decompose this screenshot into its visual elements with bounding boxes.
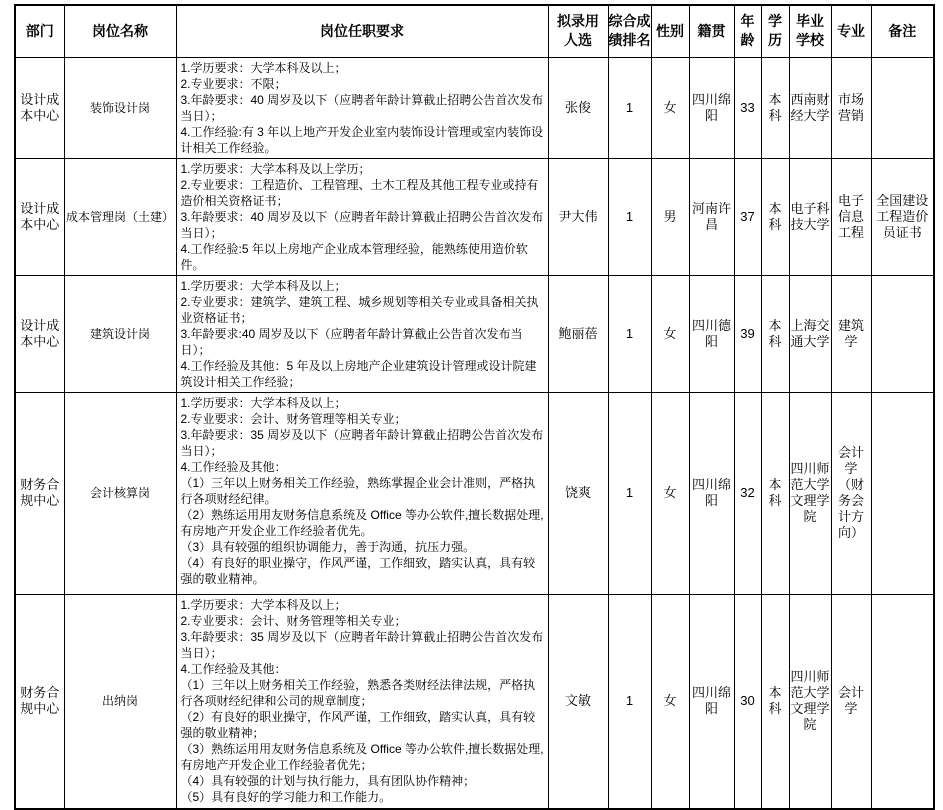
cell-school: 四川师范大学文理学院 [789,594,831,809]
cell-dept: 财务合规中心 [15,594,64,809]
table-row [15,392,934,594]
cell-candidate: 文敏 [548,594,608,809]
cell-dept: 财务合规中心 [15,392,64,594]
cell-major: 电子信息工程 [831,158,871,275]
cell-education: 本科 [761,275,789,392]
cell-hometown: 四川德阳 [689,275,734,392]
header-candidate: 拟录用 人选 [548,5,608,57]
cell-dept: 设计成本中心 [15,158,64,275]
cell-position: 成本管理岗（土建） [64,158,176,275]
recruitment-result-table [14,4,935,810]
cell-requirements: 1.学历要求：大学本科及以上学历； 2.专业要求：工程造价、工程管理、土木工程及其他工程专业或持有造价相关资格证书； 3.年龄要求：40 周岁及以下（应聘者年龄计算截止招聘公告首次发布当日）； 4.工作经验:5 年以上房地产企业成本管理经验，能熟练使用造价软件。 [176,158,548,275]
header-hometown: 籍贯 [689,5,734,57]
table-row [15,57,934,158]
header-row [15,5,934,57]
cell-position: 建筑设计岗 [64,275,176,392]
cell-major: 会计学 [831,594,871,809]
cell-requirements: 1.学历要求：大学本科及以上； 2.专业要求：会计、财务管理等相关专业； 3.年龄要求：35 周岁及以下（应聘者年龄计算截止招聘公告首次发布当日）； 4.工作经验及其他： （1）三年以上财务相关工作经验，熟悉各类财经法律法规，严格执行各项财经纪律和公司的规章制度； （2）有良好的职业操守，作风严谨，工作细致，踏实认真，具有较强的敬业精神； （3）熟练运用用友财务信息系统及 Office 等办公软件,擅长数据处理,有房地产开发企业工作经验者优先； （4）具有较强的计划与执行能力，具有团队协作精神； （5）具有良好的学习能力和工作能力。 [176,594,548,809]
cell-hometown: 四川绵阳 [689,57,734,158]
cell-major: 市场营销 [831,57,871,158]
header-education: 学 历 [761,5,789,57]
cell-candidate: 鲍丽蓓 [548,275,608,392]
cell-age: 33 [734,57,761,158]
cell-note [871,57,934,158]
cell-position: 装饰设计岗 [64,57,176,158]
table-row [15,158,934,275]
cell-candidate: 尹大伟 [548,158,608,275]
recruitment-table-sheet [14,4,935,810]
cell-gender: 女 [651,594,689,809]
cell-candidate: 张俊 [548,57,608,158]
cell-dept: 设计成本中心 [15,57,64,158]
cell-position: 会计核算岗 [64,392,176,594]
cell-major: 会计学（财务会计方向） [831,392,871,594]
cell-note: 全国建设工程造价员证书 [871,158,934,275]
header-position: 岗位名称 [64,5,176,57]
cell-rank: 1 [608,275,651,392]
cell-rank: 1 [608,158,651,275]
cell-education: 本科 [761,57,789,158]
cell-hometown: 四川绵阳 [689,392,734,594]
cell-age: 32 [734,392,761,594]
cell-requirements: 1.学历要求：大学本科及以上； 2.专业要求：会计、财务管理等相关专业； 3.年龄要求：35 周岁及以下（应聘者年龄计算截止招聘公告首次发布当日）； 4.工作经验及其他： （1）三年以上财务相关工作经验，熟练掌握企业会计准则，严格执行各项财经纪律。 （2）熟练运用用友财务信息系统及 Office 等办公软件,擅长数据处理,有房地产开发企业工作经验者优先。 （3）具有较强的组织协调能力，善于沟通，抗压力强。 （4）有良好的职业操守，作风严谨，工作细致，踏实认真，具有较强的敬业精神。 [176,392,548,594]
header-note: 备注 [871,5,934,57]
cell-education: 本科 [761,594,789,809]
cell-school: 西南财经大学 [789,57,831,158]
cell-candidate: 饶爽 [548,392,608,594]
cell-age: 39 [734,275,761,392]
cell-note [871,594,934,809]
cell-note [871,392,934,594]
header-requirements: 岗位任职要求 [176,5,548,57]
cell-age: 37 [734,158,761,275]
cell-requirements: 1.学历要求：大学本科及以上； 2.专业要求：不限； 3.年龄要求：40 周岁及以下（应聘者年龄计算截止招聘公告首次发布当日）； 4.工作经验:有 3 年以上地产开发企业室内装饰设计管理或室内装饰设计相关工作经验。 [176,57,548,158]
header-major: 专业 [831,5,871,57]
header-age: 年 龄 [734,5,761,57]
cell-school: 四川师范大学文理学院 [789,392,831,594]
cell-requirements: 1.学历要求：大学本科及以上； 2.专业要求：建筑学、建筑工程、城乡规划等相关专业或具备相关执业资格证书； 3.年龄要求:40 周岁及以下（应聘者年龄计算截止公告首次发布当日）； 4.工作经验及其他：5 年及以上房地产企业建筑设计管理或设计院建筑设计相关工作经验； [176,275,548,392]
cell-age: 30 [734,594,761,809]
header-rank: 综合成 绩排名 [608,5,651,57]
cell-note [871,275,934,392]
cell-rank: 1 [608,392,651,594]
cell-school: 电子科技大学 [789,158,831,275]
cell-rank: 1 [608,57,651,158]
header-dept: 部门 [15,5,64,57]
cell-dept: 设计成本中心 [15,275,64,392]
cell-gender: 女 [651,57,689,158]
table-row [15,594,934,809]
cell-education: 本科 [761,158,789,275]
cell-hometown: 河南许昌 [689,158,734,275]
cell-major: 建筑学 [831,275,871,392]
header-school: 毕业 学校 [789,5,831,57]
cell-position: 出纳岗 [64,594,176,809]
table-row [15,275,934,392]
cell-hometown: 四川绵阳 [689,594,734,809]
cell-gender: 女 [651,392,689,594]
cell-gender: 女 [651,275,689,392]
cell-rank: 1 [608,594,651,809]
cell-gender: 男 [651,158,689,275]
cell-school: 上海交通大学 [789,275,831,392]
cell-education: 本科 [761,392,789,594]
header-gender: 性别 [651,5,689,57]
